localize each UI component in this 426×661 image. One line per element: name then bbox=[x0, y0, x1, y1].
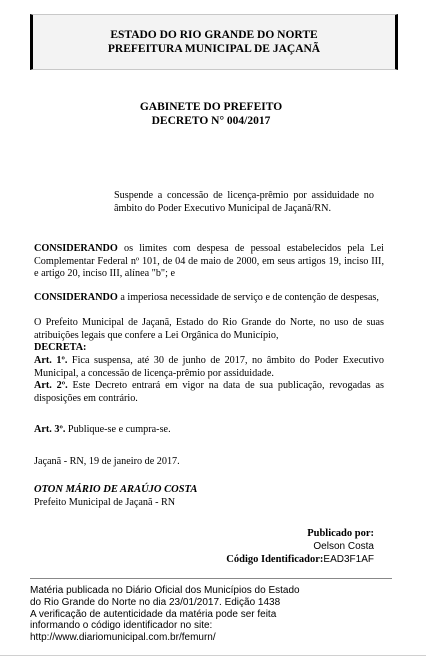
signatory-name: OTON MÁRIO DE ARAÚJO COSTA bbox=[34, 484, 198, 495]
article-3 bbox=[34, 424, 384, 437]
article-2-label: Art. 2º. bbox=[34, 380, 68, 391]
article-2-text: Este Decreto entrará em vigor na data de sua publicação, revogadas as disposições em contrário. bbox=[34, 380, 385, 404]
decree-number: DECRETO N° 004/2017 bbox=[151, 115, 271, 127]
identifier-code-value: EAD3F1AF bbox=[323, 554, 374, 565]
footer-line: A verificação de autenticidade da matéria pode ser feita bbox=[30, 608, 277, 620]
considerando-1-text: os limites com despesa de pessoal estabelecidos pela Lei Complementar Federal nº 101, de 04 de maio de 2000, em seus artigos 19, inciso III, e artigo 20, inciso III, alínea "b"; e bbox=[34, 243, 384, 279]
ementa: Suspende a concessão de licença-prêmio por assiduidade no âmbito do Poder Executivo Municipal de Jaçanã/RN. bbox=[114, 190, 374, 214]
publisher-name: Oelson Costa bbox=[313, 541, 374, 552]
considerando-2 bbox=[34, 292, 384, 305]
article-1-text: Fica suspensa, até 30 de junho de 2017, no âmbito do Poder Executivo Municipal, a concessão de licença-prêmio por assiduidade. bbox=[34, 355, 384, 379]
considerando-1 bbox=[34, 243, 384, 281]
bottom-divider bbox=[0, 655, 426, 656]
footer-line: do Rio Grande do Norte no dia 23/01/2017. Edição 1438 bbox=[30, 596, 281, 608]
publication-footer bbox=[30, 585, 360, 644]
intro-paragraph: O Prefeito Municipal de Jaçanã, Estado do Rio Grande do Norte, no uso de suas atribuições legais que confere a Lei Orgânica do Município, bbox=[34, 317, 384, 341]
gabinete-title: GABINETE DO PREFEITO bbox=[139, 101, 283, 113]
header-box bbox=[30, 14, 398, 70]
footer-line: Matéria publicada no Diário Oficial dos Municípios do Estado bbox=[30, 585, 300, 596]
header-prefeitura: PREFEITURA MUNICIPAL DE JAÇANÃ bbox=[107, 43, 321, 55]
identifier-code-label: Código Identificador: bbox=[226, 554, 324, 565]
footer-url-link[interactable]: http://www.diariomunicipal.com.br/femurn/ bbox=[30, 632, 216, 644]
article-2 bbox=[34, 380, 384, 405]
considerando-label: CONSIDERANDO bbox=[34, 292, 118, 303]
considerando-2-text: a imperiosa necessidade de serviço e de contenção de despesas, bbox=[117, 292, 379, 303]
article-3-text: Publique-se e cumpra-se. bbox=[65, 424, 171, 435]
considerando-label: CONSIDERANDO bbox=[34, 243, 118, 254]
article-3-label: Art. 3º. bbox=[34, 424, 66, 435]
decreta-label: DECRETA: bbox=[34, 342, 87, 353]
footer-line: informando o código identificador no site: bbox=[30, 620, 213, 632]
signatory-role: Prefeito Municipal de Jaçanã - RN bbox=[34, 497, 176, 508]
article-1-label: Art. 1º. bbox=[34, 355, 68, 366]
decree-date: Jaçanã - RN, 19 de janeiro de 2017. bbox=[34, 456, 180, 467]
published-by-label: Publicado por: bbox=[307, 528, 374, 539]
article-1 bbox=[34, 355, 384, 380]
identifier-code bbox=[226, 554, 374, 565]
footer-divider bbox=[30, 578, 392, 579]
header-state: ESTADO DO RIO GRANDE DO NORTE bbox=[110, 29, 318, 41]
